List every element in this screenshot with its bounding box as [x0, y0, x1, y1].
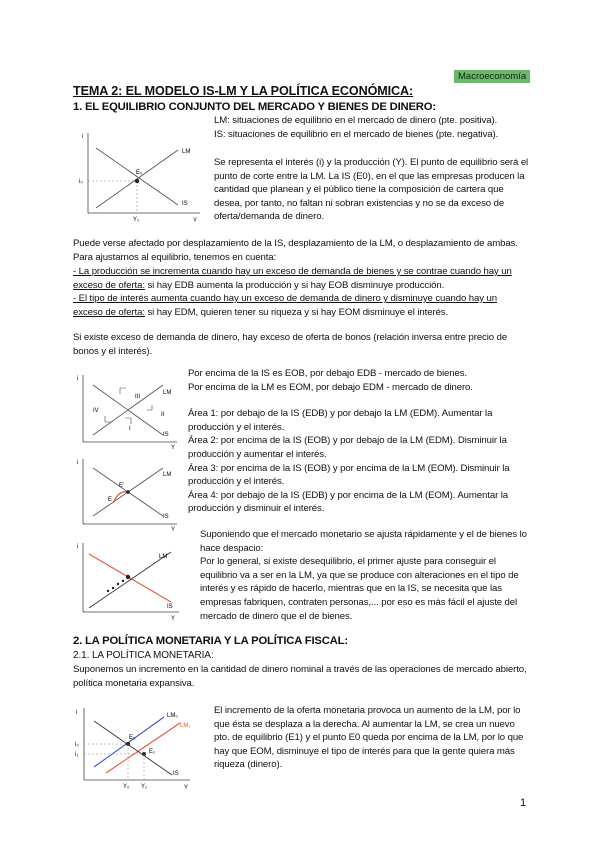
islm-areas-graph — [75, 372, 185, 451]
islm-fast-adjustment-graph — [75, 540, 187, 622]
adjustment-explanation: Por lo general, si existe desequilibrio, el primer ajuste para conseguir el equilibrio va a ser en la LM, ya que se produce con alteraciones en el tipo de interés y es rápido de hacerlo, mientras que en la IS, se necesita que las empresas fabriquen, contraten personas,... por eso es más fácil el ajuste del mercado de dinero que el de bienes. — [200, 556, 519, 622]
section-2-heading: 2. LA POLÍTICA MONETARIA Y LA POLÍTICA FISCAL: — [73, 635, 348, 647]
lm-shift-graph — [72, 705, 210, 795]
i0-graph5-label: i₀ — [75, 742, 79, 748]
svg-text:IS: IS — [173, 771, 179, 777]
bullet-production — [73, 265, 528, 292]
area-3-text: Área 3: por encima de la IS (EOB) y por encima de la LM (EOM). Disminuir la producción y el interés. — [188, 462, 510, 488]
e-label: E — [108, 497, 113, 503]
e0-label: E₀ — [136, 170, 143, 176]
area-3-label: III — [135, 394, 141, 400]
lm-label: LM — [182, 149, 191, 155]
i1-label: i₁ — [75, 752, 79, 758]
area-2-label: II — [161, 412, 165, 418]
axis-label-y: Y — [193, 218, 198, 224]
area-2-text: Área 2: por encima de la IS (EOB) y por debajo de la LM (EDM). Disminuir la producción y aumentar el interés. — [188, 435, 507, 460]
islm-equilibrium-graph — [78, 128, 208, 228]
islm-adjustment-graph — [75, 456, 185, 531]
svg-text:IS: IS — [167, 604, 173, 610]
svg-text:IS: IS — [163, 514, 169, 520]
bullet-production-detail: si hay EDB aumenta la producción y si hay EOB disminuye producción. — [144, 279, 445, 291]
above-is-text: Por encima de la IS es EOB, por debajo EDB - mercado de bienes. — [188, 368, 467, 379]
monetary-policy-intro: Suponemos un incremento en la cantidad de dinero nominal a través de las operaciones de mercado abierto, política monetaria expansiva. — [73, 664, 527, 689]
section-1-heading: 1. EL EQUILIBRIO CONJUNTO DEL MERCADO Y BIENES DE DINERO: — [73, 101, 436, 113]
bonds-paragraph: Si existe exceso de demanda de dinero, hay exceso de oferta de bonos (relación inversa entre precio de bonos y el interés). — [73, 332, 508, 357]
e1-label: E₁ — [149, 749, 156, 755]
page-number: 1 — [520, 797, 527, 809]
bullet-interest-rule: - El tipo de interés aumenta cuando hay un exceso de demanda de dinero y disminuye cuando hay un exceso de oferta: — [73, 293, 498, 318]
subsection-2-1-heading: 2.1. LA POLÍTICA MONETARIA: — [73, 650, 214, 661]
area-explanations — [188, 367, 528, 516]
bullet-interest — [73, 292, 528, 319]
shifts-paragraph: Puede verse afectado por desplazamiento de la IS, desplazamiento de la LM, o desplazamiento de ambas. Para ajustarnos al equilibrio, tenemos en cuenta: — [73, 238, 518, 263]
svg-text:i: i — [76, 710, 78, 716]
svg-text:LM: LM — [163, 472, 172, 478]
course-badge: Macroeconomía — [454, 70, 530, 83]
svg-text:LM: LM — [163, 390, 172, 396]
svg-text:i: i — [77, 460, 79, 466]
svg-text:Y: Y — [171, 527, 176, 533]
bullet-interest-detail: si hay EDM, quieren tener su riqueza y si hay EOM disminuye el interés. — [144, 306, 449, 318]
area-4-text: Área 4: por debajo de la IS (EDB) y por encima de la LM (EOM). Aumentar la producción y disminuir el interés. — [188, 489, 509, 515]
lm0-label: LM₀ — [167, 713, 178, 719]
svg-text:LM: LM — [159, 554, 168, 560]
area-4-label: IV — [93, 408, 99, 414]
equilibrium-paragraph: Se representa el interés (i) y la producción (Y). El punto de equilibrio será el punto de corte entre la LM. La IS (E0), en el que las empresas producen la cantidad que planean y el público tiene la composición de cartera que desea, por tanto, no faltan ni sobran existencias y no se da exceso de oferta/demanda de dinero. — [214, 157, 529, 223]
is-definition: IS: situaciones de equilibrio en el mercado de bienes (pte. negativa). — [214, 128, 499, 140]
area-1-label: I — [129, 426, 131, 432]
monetary-policy-explanation: El incremento de la oferta monetaria provoca un aumento de la LM, por lo que ésta se desplaza a la derecha. Al aumentar la LM, se crea un nuevo pto. de equilibrio (E1) y el punto E0 queda por encima de la LM, por lo que hay que EOM, disminuye el tipo de interés para que la gente quiera más riqueza (dinero). — [214, 705, 524, 771]
lm1-label: LM₁ — [180, 723, 191, 729]
svg-text:i: i — [77, 376, 79, 382]
svg-text:i: i — [77, 544, 79, 550]
e0-graph5-label: E₀ — [129, 735, 136, 741]
svg-text:IS: IS — [163, 432, 169, 438]
is-label: IS — [182, 201, 188, 207]
bullet-production-rule: - La producción se incrementa cuando hay un exceso de demanda de bienes y se contrae cuando hay un exceso de oferta: — [73, 266, 512, 291]
e-prime-label: E' — [119, 483, 125, 489]
svg-text:Y: Y — [184, 785, 189, 791]
above-lm-text: Por encima de la LM es EOM, por debajo EDM - mercado de dinero. — [188, 381, 473, 393]
adjustment-assumption: Suponiendo que el mercado monetario se ajusta rápidamente y el de bienes lo hace despacio: — [200, 529, 527, 554]
y0-graph5-label: Y₀ — [123, 784, 130, 790]
svg-text:Y: Y — [171, 616, 176, 622]
svg-text:Y: Y — [171, 445, 176, 451]
axis-label-i: i — [82, 134, 84, 140]
curve-definitions — [214, 114, 529, 141]
y0-label: Y₀ — [133, 217, 140, 223]
i0-label: i₀ — [79, 179, 83, 185]
page-title: TEMA 2: EL MODELO IS-LM Y LA POLÍTICA ECONÓMICA: — [73, 84, 414, 98]
y1-label: Y₁ — [141, 784, 148, 790]
adjustment-paragraph — [200, 528, 530, 623]
lm-definition: LM: situaciones de equilibrio en el mercado de dinero (pte. positiva). — [214, 115, 498, 126]
area-1-text: Área 1: por debajo de la IS (EDB) y por debajo la LM (EDM). Aumentar la producción y el interés. — [188, 408, 493, 433]
